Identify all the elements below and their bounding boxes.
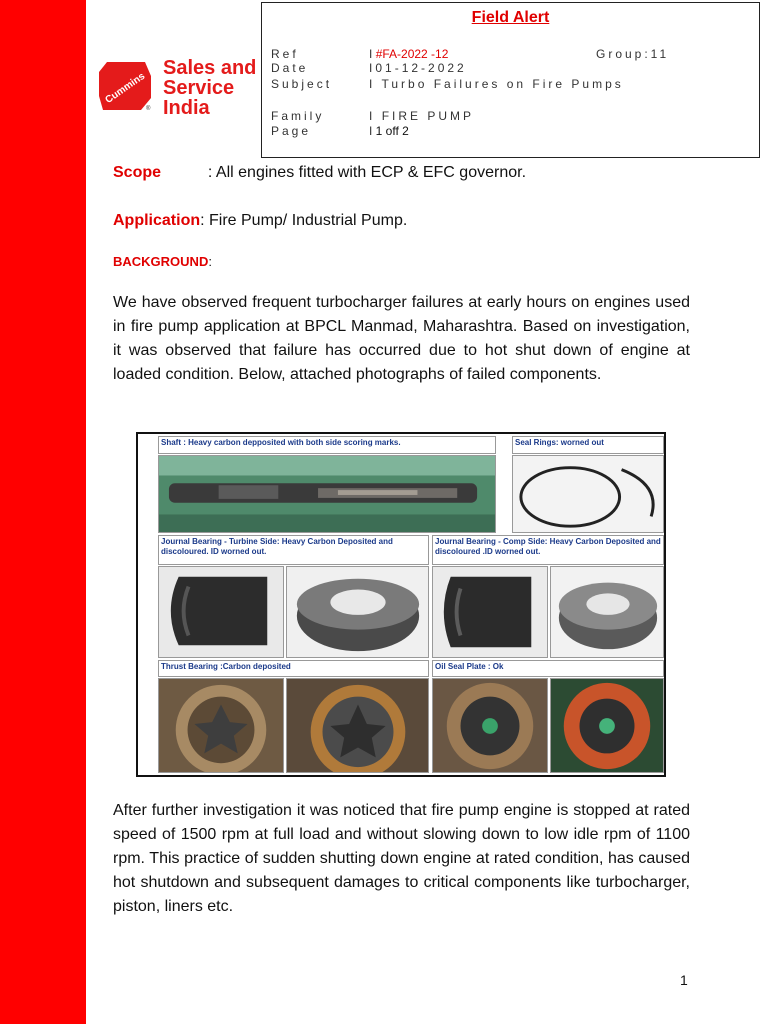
- ref-value: I #FA-2022 -12: [369, 47, 449, 61]
- header-title: Field Alert: [471, 9, 550, 26]
- field-alert-header: [261, 2, 760, 158]
- thrust-bearing-caption: Thrust Bearing :Carbon deposited: [158, 660, 429, 677]
- registered-mark: ®: [146, 106, 151, 112]
- page-label: Page: [271, 124, 312, 138]
- thrust-bearing-photo-2: [286, 678, 429, 773]
- date-value: I01-12-2022: [369, 61, 467, 75]
- page-value: I 1 off 2: [369, 124, 409, 138]
- oil-seal-photo-1: [432, 678, 548, 773]
- thrust-bearing-photo-1: [158, 678, 284, 773]
- red-sidebar: [0, 0, 86, 1024]
- application-line: [113, 212, 407, 230]
- application-text: : Fire Pump/ Industrial Pump.: [200, 212, 408, 229]
- seal-rings-caption: Seal Rings: worned out: [512, 436, 664, 454]
- background-label: BACKGROUND: [113, 254, 209, 269]
- journal-turbine-photo-2: [286, 566, 429, 658]
- group-value: Group:11: [596, 47, 670, 61]
- ref-label: Ref: [271, 47, 299, 61]
- journal-comp-photo-2: [550, 566, 664, 658]
- family-value: I FIRE PUMP: [369, 109, 475, 123]
- cummins-logo-mark-icon: [97, 58, 153, 114]
- journal-turbine-caption: Journal Bearing - Turbine Side: Heavy Carbon Deposited and discoloured. ID worned out.: [158, 535, 429, 565]
- investigation-paragraph: After further investigation it was noticed that fire pump engine is stopped at rated speed of 1500 rpm at full load and without slowing down to low idle rpm of 1100 rpm. This practice of sudden shutting down engine at rated condition, has caused hot shutdown and subsequent damages to critical components like turbocharger, piston, liners etc.: [113, 802, 690, 915]
- journal-comp-caption: Journal Bearing - Comp Side: Heavy Carbon Deposited and discoloured .ID worned out.: [432, 535, 664, 565]
- logo-line-1: Sales and: [163, 57, 257, 79]
- shaft-caption: Shaft : Heavy carbon depposited with both side scoring marks.: [158, 436, 496, 454]
- page-number: 1: [680, 972, 688, 988]
- oil-seal-caption: Oil Seal Plate : Ok: [432, 660, 664, 677]
- svg-text:Cummins: Cummins: [103, 70, 148, 106]
- failed-components-figure: [136, 432, 666, 777]
- journal-turbine-photo-1: [158, 566, 284, 658]
- subject-value: I Turbo Failures on Fire Pumps: [369, 77, 624, 91]
- family-label: Family: [271, 109, 325, 123]
- logo-line-3: India: [163, 97, 210, 119]
- logo-wordmark: [163, 58, 256, 118]
- background-heading: BACKGROUND:: [113, 254, 212, 269]
- oil-seal-photo-2: [550, 678, 664, 773]
- cummins-logo: [97, 58, 272, 120]
- shaft-photo: [158, 455, 496, 533]
- scope-label: Scope: [113, 164, 162, 181]
- scope-line: [113, 164, 526, 182]
- subject-label: Subject: [271, 77, 333, 91]
- background-paragraph: We have observed frequent turbocharger failures at early hours on engines used in fire pump application at BPCL Manmad, Maharashtra. Based on investigation, it was observed that failure has occurred due to hot shut down of engine at loaded condition. Below, attached photographs of failed components.: [113, 294, 690, 383]
- logo-line-2: Service: [163, 77, 235, 99]
- seal-rings-photo: [512, 455, 664, 533]
- application-label: Application: [113, 212, 201, 229]
- journal-comp-photo-1: [432, 566, 548, 658]
- scope-text: : All engines fitted with ECP & EFC governor.: [207, 164, 527, 181]
- date-label: Date: [271, 61, 309, 75]
